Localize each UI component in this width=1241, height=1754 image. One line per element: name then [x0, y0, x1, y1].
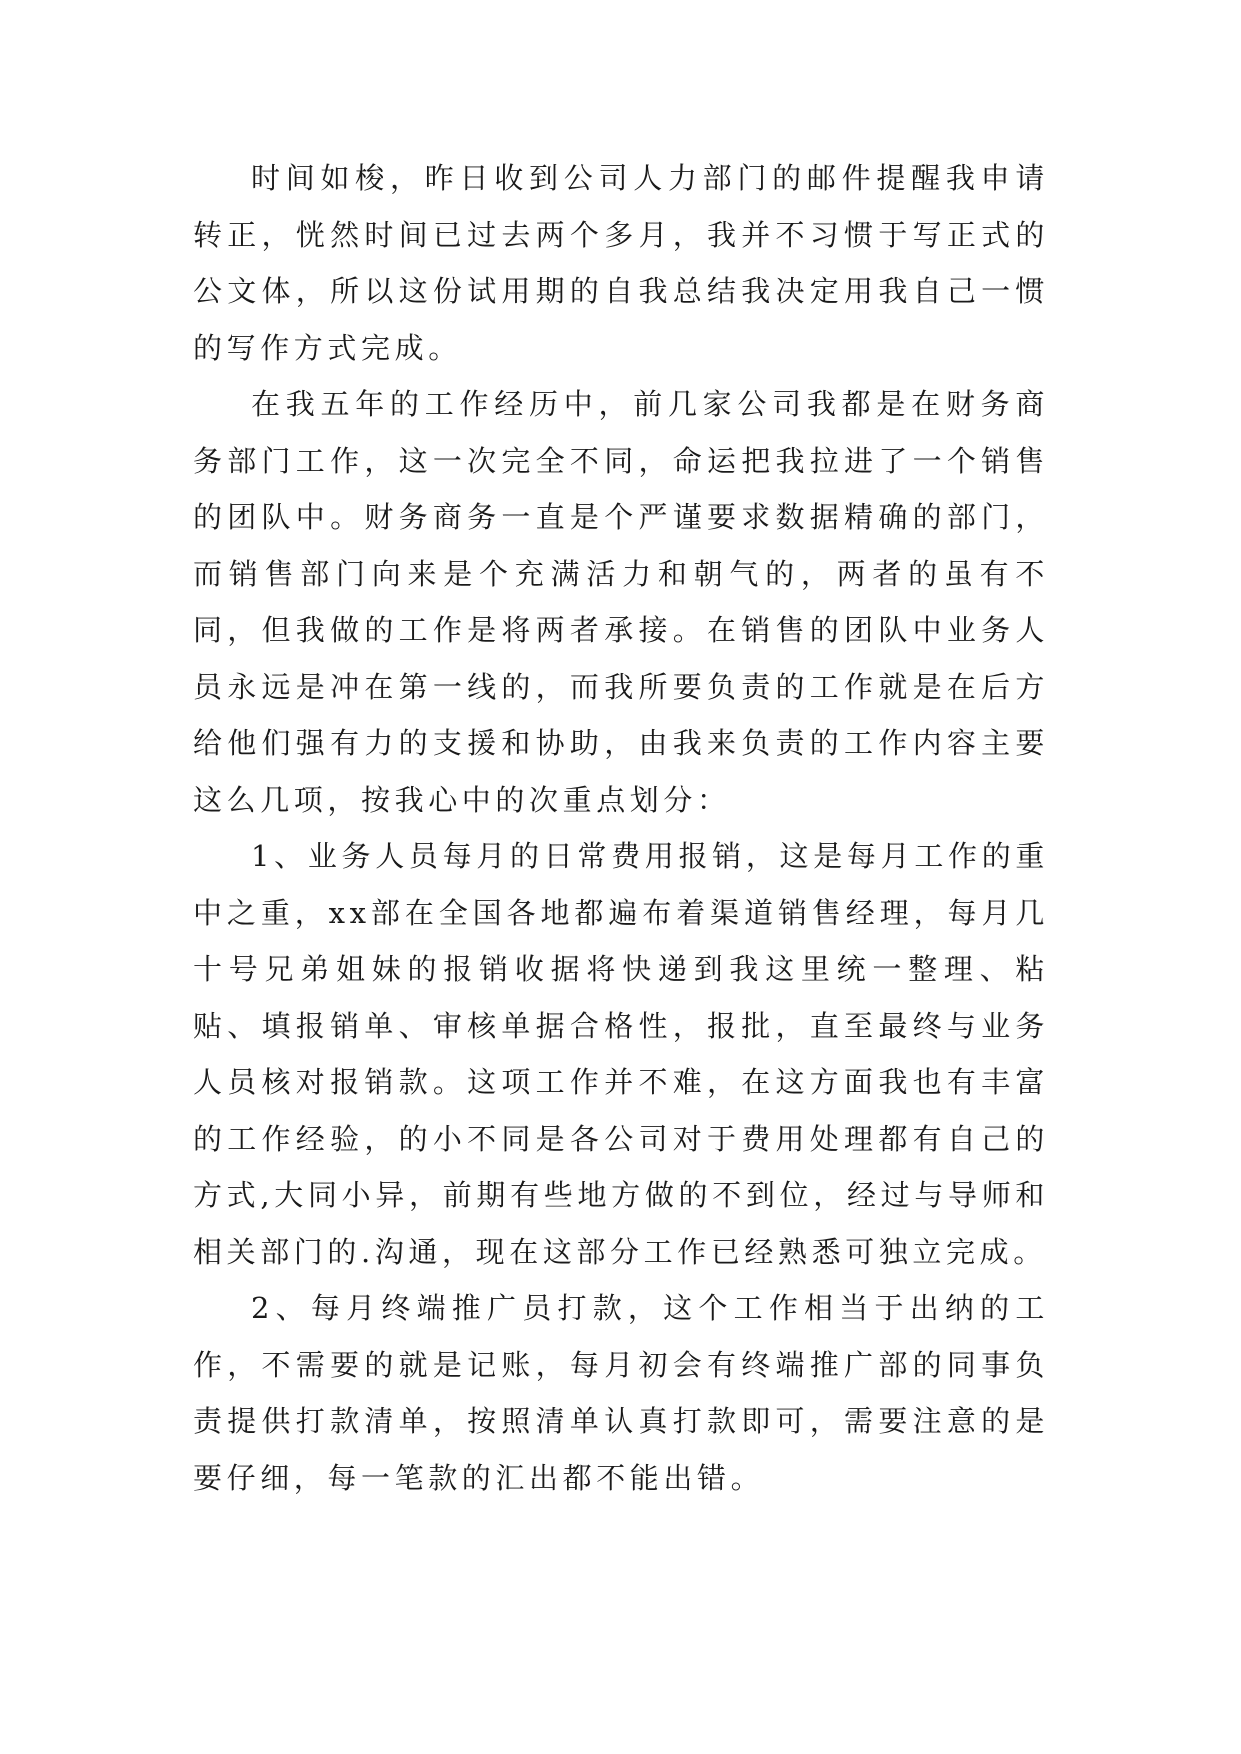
- paragraph-work-experience: 在我五年的工作经历中，前几家公司我都是在财务商务部门工作，这一次完全不同，命运把我拉进了一个销售的团队中。财务商务一直是个严谨要求数据精确的部门，而销售部门向来是个充满活力和朝气的，两者的虽有不同，但我做的工作是将两者承接。在销售的团队中业务人员永远是冲在第一线的，而我所要负责的工作就是在后方给他们强有力的支援和协助，由我来负责的工作内容主要这么几项，按我心中的次重点划分：: [193, 387, 1049, 817]
- paragraph-intro: 时间如梭，昨日收到公司人力部门的邮件提醒我申请转正，恍然时间已过去两个多月，我并不习惯于写正式的公文体，所以这份试用期的自我总结我决定用我自己一惯的写作方式完成。: [193, 161, 1049, 365]
- paragraph-item-1-expense-reimbursement: 1、业务人员每月的日常费用报销，这是每月工作的重中之重，xx部在全国各地都遍布着渠道销售经理，每月几十号兄弟姐妹的报销收据将快递到我这里统一整理、粘贴、填报销单、审核单据合格性，报批，直至最终与业务人员核对报销款。这项工作并不难，在这方面我也有丰富的工作经验，的小不同是各公司对于费用处理都有自己的方式,大同小异，前期有些地方做的不到位，经过与导师和相关部门的.沟通，现在这部分工作已经熟悉可独立完成。: [193, 839, 1049, 1269]
- document-body: [193, 150, 1049, 1506]
- paragraph-item-2-promoter-payments: 2、每月终端推广员打款，这个工作相当于出纳的工作，不需要的就是记账，每月初会有终端推广部的同事负责提供打款清单，按照清单认真打款即可，需要注意的是要仔细，每一笔款的汇出都不能出错。: [193, 1291, 1049, 1495]
